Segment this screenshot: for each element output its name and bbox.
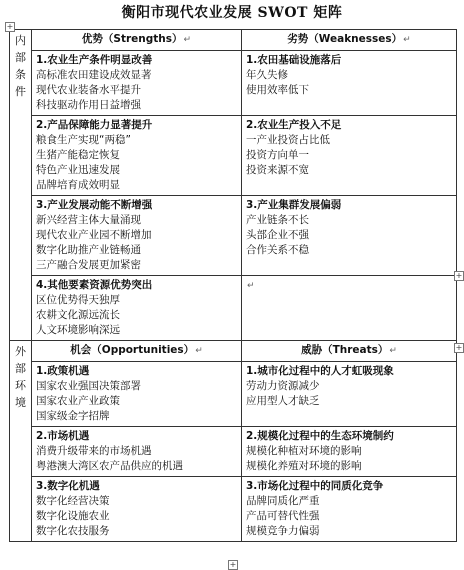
threat-item: 应用型人才缺乏: [246, 395, 320, 407]
weakness-item: 合作关系不稳: [246, 244, 309, 256]
opportunity-item: 消费升级带来的市场机遇: [36, 445, 152, 457]
opportunity-item: 粤港澳大湾区农产品供应的机遇: [36, 460, 183, 472]
strength-item: 数字化助推产业链畅通: [36, 244, 141, 256]
opportunity-item: 国家农业产业政策: [36, 395, 120, 407]
paragraph-mark-icon: ↵: [195, 346, 203, 356]
internal-side-cell: [10, 30, 32, 341]
table-move-handle-icon[interactable]: +: [6, 22, 14, 31]
weakness-item: 年久失修: [246, 69, 288, 81]
weakness-title: 2.农业生产投入不足: [246, 119, 342, 131]
weakness-block-1: [242, 51, 457, 116]
opportunity-block-2: [32, 427, 242, 477]
threats-header: [242, 341, 457, 362]
threat-block-3: [242, 477, 457, 542]
strength-item: 人文环境影响深远: [36, 324, 120, 336]
opportunity-title: 3.数字化机遇: [36, 480, 100, 492]
threat-item: 规模化种植对环境的影响: [246, 445, 362, 457]
paragraph-mark-icon: ↵: [247, 281, 255, 291]
weakness-item: 产业链条不长: [246, 214, 309, 226]
threat-item: 劳动力资源减少: [246, 380, 320, 392]
opportunity-item: 数字化经营决策: [36, 495, 110, 507]
threat-title: 3.市场化过程中的同质化竞争: [246, 480, 384, 492]
strength-item: 粮食生产实现“两稳”: [36, 134, 131, 146]
swot-matrix: [9, 29, 457, 542]
weakness-item: 使用效率低下: [246, 84, 309, 96]
strength-item: 生猪产能稳定恢复: [36, 149, 120, 161]
threat-item: 规模化养殖对环境的影响: [246, 460, 362, 472]
opportunity-block-3: [32, 477, 242, 542]
strength-title: 2.产品保障能力显著提升: [36, 119, 153, 131]
insert-column-handle-icon[interactable]: +: [229, 560, 237, 569]
external-label: 外部环境: [15, 345, 26, 409]
strength-item: 区位优势得天独厚: [36, 294, 120, 306]
opportunity-title: 1.政策机遇: [36, 365, 90, 377]
external-side-cell: [10, 341, 32, 542]
page-title: 衡阳市现代农业发展 SWOT 矩阵: [121, 5, 343, 21]
opportunities-header: [32, 341, 242, 362]
internal-label: 内部条件: [15, 34, 26, 98]
strength-item: 现代农业装备水平提升: [36, 84, 141, 96]
strength-item: 新兴经营主体大量涌现: [36, 214, 141, 226]
weakness-title: 3.产业集群发展偏弱: [246, 199, 342, 211]
strength-block-4: [32, 276, 242, 341]
threat-title: 1.城市化过程中的人才虹吸现象: [246, 365, 394, 377]
weakness-item: 头部企业不强: [246, 229, 309, 241]
weakness-block-3: [242, 196, 457, 276]
strength-item: 科技驱动作用日益增强: [36, 99, 141, 111]
strength-title: 1.农业生产条件明显改善: [36, 54, 153, 66]
insert-row-handle-icon[interactable]: +: [455, 343, 463, 352]
strengths-header-text: 优势（Strengths）: [81, 33, 183, 45]
strength-block-1: [32, 51, 242, 116]
strength-block-2: [32, 116, 242, 196]
threat-title: 2.规模化过程中的生态环境制约: [246, 430, 394, 442]
paragraph-mark-icon: ↵: [389, 346, 397, 356]
threat-block-2: [242, 427, 457, 477]
strength-title: 4.其他要素资源优势突出: [36, 279, 153, 291]
weakness-item: 投资方向单一: [246, 149, 309, 161]
opportunity-title: 2.市场机遇: [36, 430, 90, 442]
weakness-block-2: [242, 116, 457, 196]
threat-item: 品牌同质化严重: [246, 495, 320, 507]
threat-item: 规模竞争力偏弱: [246, 525, 320, 537]
insert-row-handle-icon[interactable]: +: [455, 271, 463, 280]
strength-item: 品牌培育成效明显: [36, 179, 120, 191]
weaknesses-header-text: 劣势（Weaknesses）: [287, 33, 403, 45]
opportunities-header-text: 机会（Opportunities）: [70, 344, 195, 356]
weakness-empty-cell: [242, 276, 457, 341]
threat-block-1: [242, 362, 457, 427]
strength-item: 三产融合发展更加紧密: [36, 259, 141, 271]
opportunity-item: 数字化设施农业: [36, 510, 110, 522]
opportunity-item: 国家农业强国决策部署: [36, 380, 141, 392]
paragraph-mark-icon: ↵: [403, 35, 411, 45]
weakness-item: 投资来源不宽: [246, 164, 309, 176]
opportunity-item: 数字化农技服务: [36, 525, 110, 537]
opportunity-block-1: [32, 362, 242, 427]
strengths-header: [32, 30, 242, 51]
strength-title: 3.产业发展动能不断增强: [36, 199, 153, 211]
weakness-item: 一产业投资占比低: [246, 134, 330, 146]
strength-item: 现代农业产业园不断增加: [36, 229, 152, 241]
strength-item: 特色产业迅速发展: [36, 164, 120, 176]
strength-item: 农耕文化源远流长: [36, 309, 120, 321]
opportunity-item: 国家级金字招牌: [36, 410, 110, 422]
strength-block-3: [32, 196, 242, 276]
paragraph-mark-icon: ↵: [183, 35, 192, 45]
strength-item: 高标准农田建设成效显著: [36, 69, 152, 81]
threats-header-text: 威胁（Threats）: [301, 344, 389, 356]
threat-item: 产品可替代性强: [246, 510, 320, 522]
weakness-title: 1.农田基础设施落后: [246, 54, 342, 66]
weaknesses-header: [242, 30, 457, 51]
